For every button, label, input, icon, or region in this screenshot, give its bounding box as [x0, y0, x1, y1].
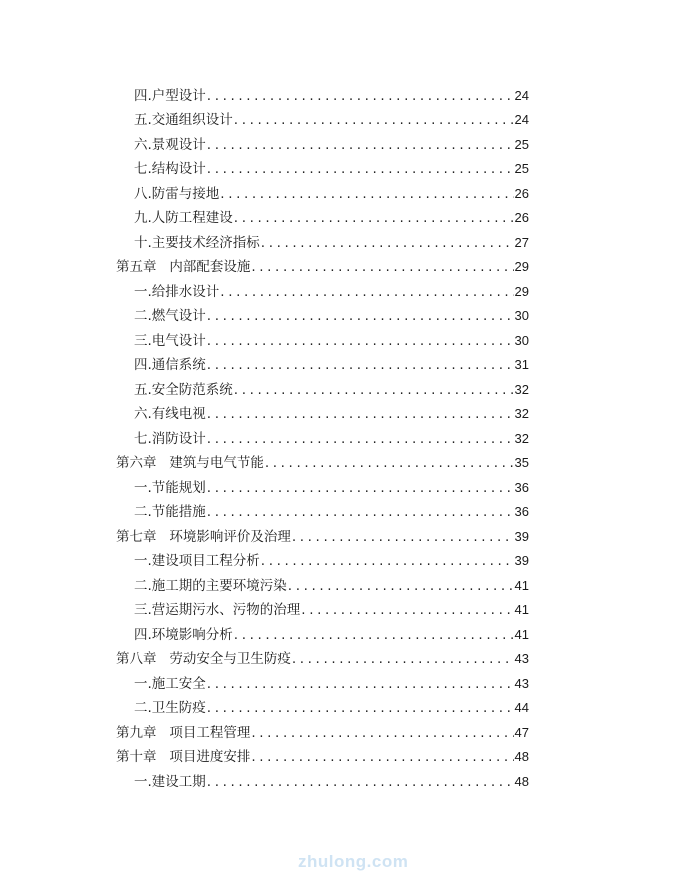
dot-leader	[207, 84, 514, 109]
toc-entry-page-number: 41	[514, 602, 529, 617]
toc-entry-page-number: 29	[514, 283, 529, 299]
dot-leader	[234, 108, 514, 133]
toc-entry-page-number: 32	[514, 406, 529, 421]
toc-section-entry	[0, 280, 680, 305]
toc-entry-page-number: 39	[514, 553, 529, 568]
toc-entry-line	[134, 231, 529, 256]
dot-leader	[251, 255, 513, 280]
dot-leader	[261, 231, 514, 256]
toc-entry-line	[134, 598, 529, 623]
dot-leader	[207, 157, 514, 182]
toc-entry-title: 五.安全防范系统	[134, 381, 233, 398]
toc-entry-line	[116, 647, 529, 672]
toc-entry-page-number: 26	[514, 210, 529, 225]
toc-entry-title: 第六章 建筑与电气节能	[116, 455, 264, 471]
toc-entry-title: 十.主要技术经济指标	[134, 234, 260, 251]
dot-leader	[251, 721, 513, 746]
toc-section-entry	[0, 108, 680, 133]
toc-entry-title: 三.电气设计	[134, 332, 206, 349]
toc-section-entry	[0, 133, 680, 158]
toc-entry-line	[134, 157, 529, 182]
toc-section-entry	[0, 402, 680, 427]
dot-leader	[292, 525, 514, 550]
toc-entry-title: 第十章 项目进度安排	[116, 749, 251, 765]
dot-leader	[234, 623, 514, 648]
toc-entry-line	[134, 108, 529, 133]
toc-chapter-entry	[0, 255, 680, 280]
toc-chapter-entry	[0, 745, 680, 770]
dot-leader	[288, 574, 514, 599]
toc-entry-title: 四.环境影响分析	[134, 626, 233, 643]
toc-entry-page-number: 32	[514, 381, 529, 397]
toc-entry-line	[116, 721, 529, 746]
toc-entry-page-number: 25	[514, 136, 529, 152]
dot-leader	[207, 402, 514, 427]
toc-section-entry	[0, 549, 680, 574]
toc-entry-page-number: 43	[514, 675, 529, 691]
dot-leader	[234, 206, 514, 231]
toc-entry-page-number: 29	[514, 259, 529, 274]
toc-entry-title: 一.建设工期	[134, 773, 206, 790]
dot-leader	[261, 549, 514, 574]
toc-entry-line	[134, 378, 529, 403]
toc-section-entry	[0, 84, 680, 109]
toc-entry-title: 六.有线电视	[134, 406, 206, 422]
toc-entry-line	[116, 255, 529, 280]
toc-entry-page-number: 41	[514, 626, 529, 642]
toc-entry-page-number: 27	[514, 234, 529, 250]
dot-leader	[251, 745, 513, 770]
toc-entry-title: 第五章 内部配套设施	[116, 259, 251, 275]
toc-section-entry	[0, 353, 680, 378]
toc-entry-title: 四.户型设计	[134, 87, 206, 104]
toc-entry-page-number: 48	[514, 773, 529, 789]
dot-leader	[220, 280, 513, 305]
toc-entry-title: 三.营运期污水、污物的治理	[134, 602, 301, 618]
dot-leader	[220, 182, 513, 207]
dot-leader	[207, 770, 514, 795]
toc-entry-page-number: 44	[514, 700, 529, 715]
dot-leader	[207, 476, 514, 501]
toc-entry-title: 二.节能措施	[134, 504, 206, 520]
toc-entry-line	[134, 696, 529, 721]
toc-entry-line	[134, 672, 529, 697]
toc-entry-page-number: 36	[514, 504, 529, 519]
toc-chapter-entry	[0, 647, 680, 672]
toc-entry-line	[134, 476, 529, 501]
toc-entry-line	[134, 206, 529, 231]
toc-entry-line	[134, 500, 529, 525]
toc-entry-page-number: 25	[514, 161, 529, 176]
toc-section-entry	[0, 206, 680, 231]
toc-entry-title: 七.消防设计	[134, 430, 206, 447]
toc-entry-line	[116, 745, 529, 770]
toc-section-entry	[0, 598, 680, 623]
toc-entry-line	[134, 549, 529, 574]
toc-section-entry	[0, 182, 680, 207]
toc-entry-title: 一.施工安全	[134, 675, 206, 692]
toc-entry-line	[134, 770, 529, 795]
toc-entry-line	[134, 402, 529, 427]
toc-entry-title: 八.防雷与接地	[134, 185, 220, 202]
toc-entry-page-number: 24	[514, 87, 529, 103]
toc-entry-title: 第七章 环境影响评价及治理	[116, 528, 291, 545]
toc-section-entry	[0, 500, 680, 525]
toc-chapter-entry	[0, 451, 680, 476]
dot-leader	[292, 647, 514, 672]
toc-entry-title: 六.景观设计	[134, 136, 206, 153]
toc-entry-page-number: 30	[514, 308, 529, 323]
toc-entry-title: 一.节能规划	[134, 479, 206, 496]
toc-entry-page-number: 30	[514, 332, 529, 348]
dot-leader	[207, 133, 514, 158]
toc-section-entry	[0, 304, 680, 329]
toc-entry-title: 第八章 劳动安全与卫生防疫	[116, 651, 291, 667]
toc-section-entry	[0, 574, 680, 599]
toc-section-entry	[0, 231, 680, 256]
toc-entry-page-number: 43	[514, 651, 529, 666]
toc-section-entry	[0, 378, 680, 403]
toc-section-entry	[0, 696, 680, 721]
watermark-text: zhulong.com	[298, 852, 409, 871]
toc-entry-title: 二.施工期的主要环境污染	[134, 577, 287, 594]
toc-entry-title: 二.燃气设计	[134, 308, 206, 324]
toc-entry-page-number: 24	[514, 112, 529, 127]
toc-entry-line	[116, 525, 529, 550]
dot-leader	[207, 353, 514, 378]
toc-entry-line	[134, 84, 529, 109]
toc-entry-title: 二.卫生防疫	[134, 700, 206, 716]
dot-leader	[207, 500, 514, 525]
toc-entry-line	[134, 304, 529, 329]
toc-chapter-entry	[0, 721, 680, 746]
dot-leader	[207, 304, 514, 329]
toc-entry-page-number: 48	[514, 749, 529, 764]
dot-leader	[207, 672, 514, 697]
toc-entry-line	[134, 353, 529, 378]
toc-section-entry	[0, 157, 680, 182]
toc-entry-line	[134, 280, 529, 305]
toc-entry-title: 一.建设项目工程分析	[134, 553, 260, 569]
toc-section-entry	[0, 476, 680, 501]
toc-entry-page-number: 39	[514, 528, 529, 544]
toc-entry-page-number: 47	[514, 724, 529, 740]
toc-section-entry	[0, 770, 680, 795]
toc-entry-line	[134, 329, 529, 354]
toc-section-entry	[0, 427, 680, 452]
toc-entry-title: 五.交通组织设计	[134, 112, 233, 128]
toc-entry-line	[134, 133, 529, 158]
toc-entry-page-number: 26	[514, 185, 529, 201]
toc-entry-page-number: 35	[514, 455, 529, 470]
dot-leader	[265, 451, 514, 476]
toc-section-entry	[0, 623, 680, 648]
dot-leader	[301, 598, 513, 623]
dot-leader	[207, 427, 514, 452]
toc-entry-title: 九.人防工程建设	[134, 210, 233, 226]
dot-leader	[207, 696, 514, 721]
toc-entry-page-number: 36	[514, 479, 529, 495]
dot-leader	[234, 378, 514, 403]
toc-entry-page-number: 41	[514, 577, 529, 593]
table-of-contents	[0, 84, 680, 795]
toc-entry-line	[134, 182, 529, 207]
toc-entry-line	[134, 623, 529, 648]
toc-chapter-entry	[0, 525, 680, 550]
toc-entry-title: 一.给排水设计	[134, 283, 220, 300]
toc-entry-title: 七.结构设计	[134, 161, 206, 177]
toc-entry-line	[134, 427, 529, 452]
toc-entry-line	[116, 451, 529, 476]
toc-entry-page-number: 31	[514, 357, 529, 372]
toc-section-entry	[0, 672, 680, 697]
toc-entry-page-number: 32	[514, 430, 529, 446]
dot-leader	[207, 329, 514, 354]
toc-entry-title: 四.通信系统	[134, 357, 206, 373]
toc-entry-line	[134, 574, 529, 599]
toc-section-entry	[0, 329, 680, 354]
toc-entry-title: 第九章 项目工程管理	[116, 724, 251, 741]
